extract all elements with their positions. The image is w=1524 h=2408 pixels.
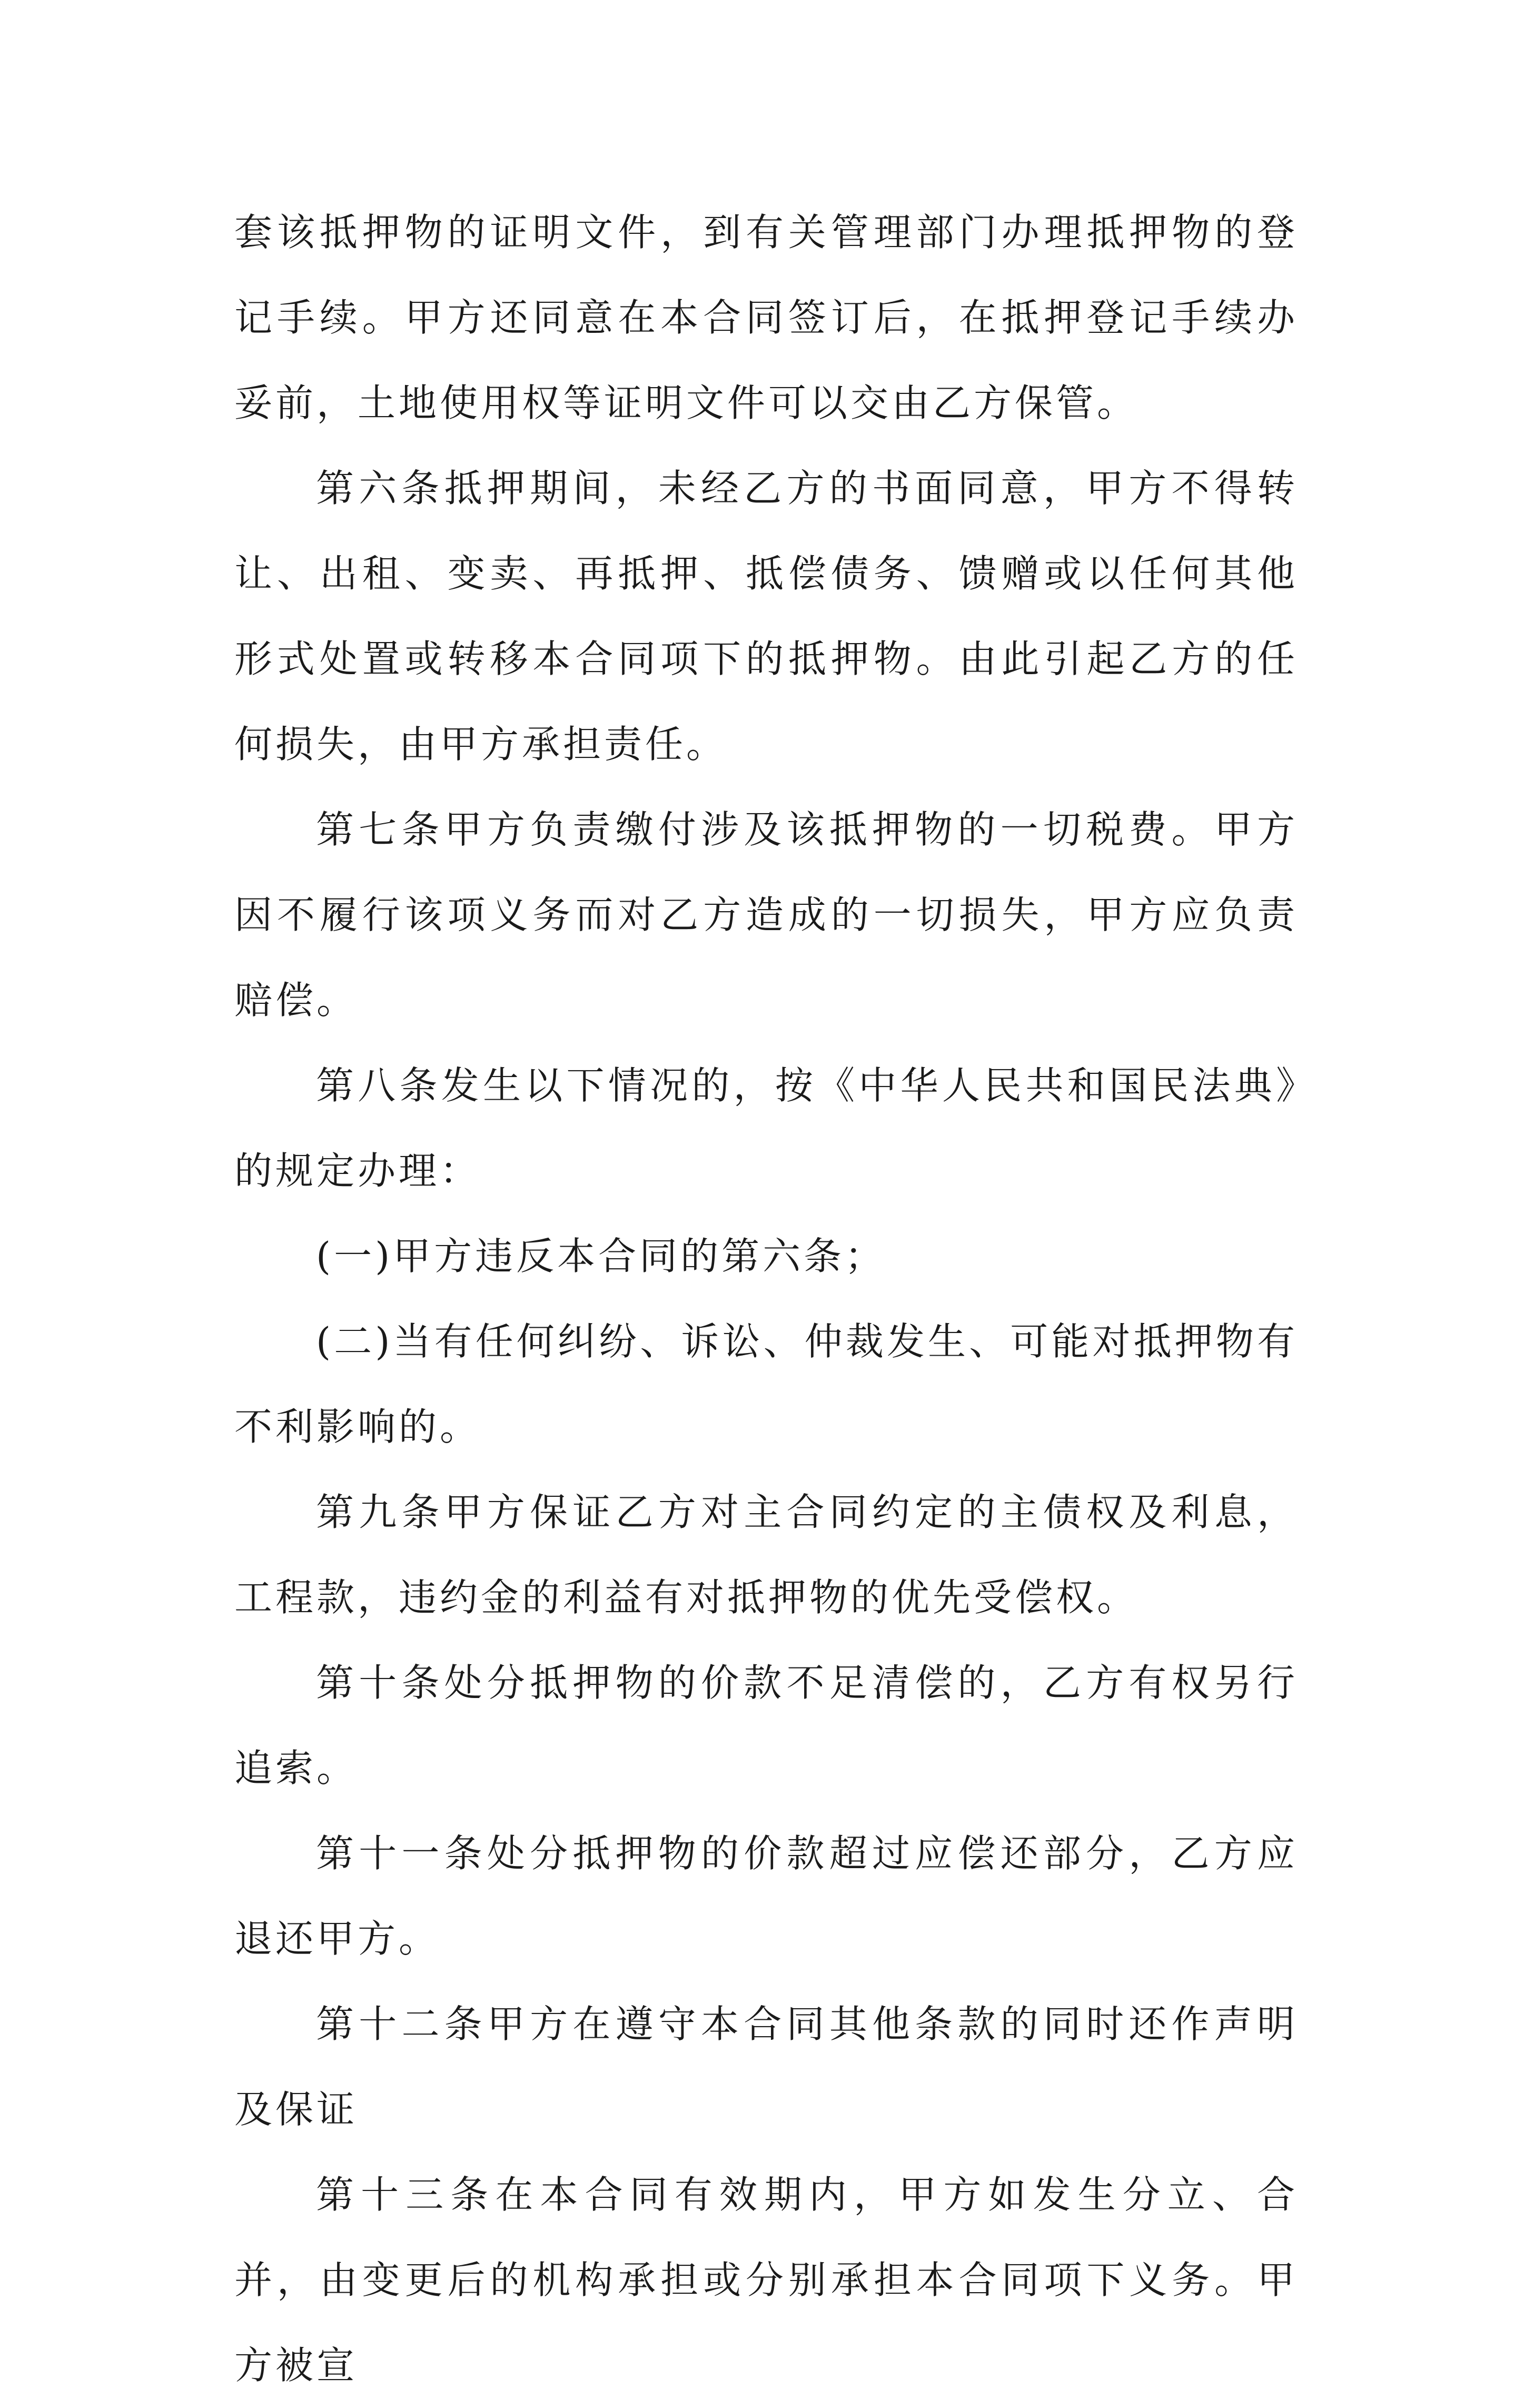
paragraph-article-11: 第十一条处分抵押物的价款超过应偿还部分，乙方应退还甲方。: [234, 1831, 1298, 1961]
paragraph-article-9: 第九条甲方保证乙方对主合同约定的主债权及利息，工程款，违约金的利益有对抵押物的优先受偿权。: [234, 1490, 1298, 1620]
paragraph-article-8-item-2: (二)当有任何纠纷、诉讼、仲裁发生、可能对抵押物有不利影响的。: [234, 1319, 1298, 1449]
paragraph-article-8-item-1: (一)甲方违反本合同的第六条；: [316, 1234, 886, 1278]
paragraph-article-6: 第六条抵押期间，未经乙方的书面同意，甲方不得转让、出租、变卖、再抵押、抵偿债务、馈赠或以任何其他形式处置或转移本合同项下的抵押物。由此引起乙方的任何损失，由甲方承担责任。: [234, 466, 1298, 766]
contract-body: [234, 190, 1298, 2408]
paragraph-article-7: 第七条甲方负责缴付涉及该抵押物的一切税费。甲方因不履行该项义务而对乙方造成的一切损失，甲方应负责赔偿。: [234, 807, 1298, 1022]
paragraph-article-13: 第十三条在本合同有效期内，甲方如发生分立、合并，由变更后的机构承担或分别承担本合同项下义务。甲方被宣: [234, 2173, 1298, 2387]
paragraph-article-8: 第八条发生以下情况的，按《中华人民共和国民法典》的规定办理：: [234, 1063, 1298, 1193]
paragraph-article-10: 第十条处分抵押物的价款不足清偿的，乙方有权另行追索。: [234, 1661, 1298, 1790]
paragraph-continuation: 套该抵押物的证明文件，到有关管理部门办理抵押物的登记手续。甲方还同意在本合同签订后，在抵押登记手续办妥前，土地使用权等证明文件可以交由乙方保管。: [234, 210, 1298, 425]
paragraph-article-12: 第十二条甲方在遵守本合同其他条款的同时还作声明及保证: [234, 2002, 1298, 2131]
